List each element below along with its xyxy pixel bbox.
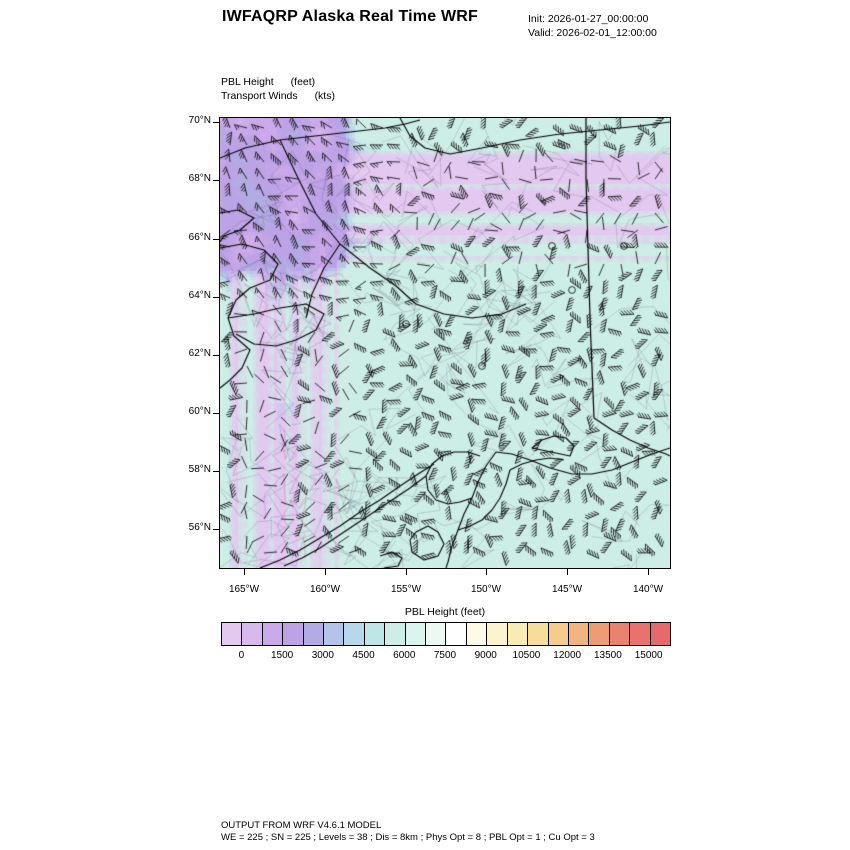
colorbar-tick-label: 12000 xyxy=(553,650,582,661)
colorbar-cell xyxy=(569,623,589,645)
colorbar-cell xyxy=(304,623,324,645)
y-axis-tick-label: 68°N xyxy=(188,173,211,184)
map-plot-area[interactable] xyxy=(219,117,671,569)
field-label-transport-winds xyxy=(221,90,335,102)
colorbar-cell xyxy=(222,623,242,645)
colorbar-cell xyxy=(589,623,609,645)
x-axis-tick-mark xyxy=(486,569,487,575)
pbl-height-heatmap-canvas xyxy=(220,118,670,568)
y-axis-tick-label: 70°N xyxy=(188,115,211,126)
colorbar-tick-label: 10500 xyxy=(512,650,541,661)
y-axis-tick-label: 66°N xyxy=(188,232,211,243)
x-axis-tick-mark xyxy=(244,569,245,575)
colorbar-cell xyxy=(610,623,630,645)
y-axis-tick-label: 64°N xyxy=(188,290,211,301)
colorbar-tick-label: 7500 xyxy=(433,650,457,661)
field-label-pbl-height-unit: (feet) xyxy=(290,76,316,88)
colorbar-title-unit: (feet) xyxy=(460,606,486,618)
colorbar-tick-label: 6000 xyxy=(393,650,416,661)
colorbar-cell xyxy=(549,623,569,645)
y-axis-tick-label: 58°N xyxy=(188,464,211,475)
colorbar-tick-label: 3000 xyxy=(311,650,334,661)
x-axis-tick-mark xyxy=(325,569,326,575)
valid-label: Valid: xyxy=(528,27,554,39)
x-axis-tick-label: 160°W xyxy=(309,584,341,595)
colorbar-cell xyxy=(630,623,650,645)
colorbar-cell xyxy=(446,623,466,645)
colorbar-tick-label: 1500 xyxy=(270,650,294,661)
valid-value: 2026-02-01_12:00:00 xyxy=(556,27,657,39)
colorbar-cell xyxy=(263,623,283,645)
colorbar-tick-label: 4500 xyxy=(352,650,375,661)
y-axis-tick-mark xyxy=(213,239,219,240)
colorbar-cell xyxy=(242,623,262,645)
init-time xyxy=(528,13,648,25)
y-axis-tick-mark xyxy=(213,122,219,123)
field-label-transport-winds-name: Transport Winds xyxy=(221,90,298,102)
colorbar-cell xyxy=(324,623,344,645)
valid-time xyxy=(528,27,657,39)
colorbar-cell xyxy=(365,623,385,645)
colorbar-cell xyxy=(344,623,364,645)
x-axis-tick-mark xyxy=(567,569,568,575)
colorbar-cell xyxy=(283,623,303,645)
colorbar-cell xyxy=(651,623,670,645)
y-axis-tick-label: 56°N xyxy=(188,522,211,533)
y-axis-tick-mark xyxy=(213,297,219,298)
colorbar-tick-label: 15000 xyxy=(634,650,663,661)
colorbar-cell xyxy=(406,623,426,645)
y-axis-tick-mark xyxy=(213,355,219,356)
colorbar-title xyxy=(219,606,671,618)
x-axis-tick-label: 150°W xyxy=(470,584,502,595)
field-label-transport-winds-unit: (kts) xyxy=(314,90,335,102)
footer-model-line: OUTPUT FROM WRF V4.6.1 MODEL xyxy=(221,820,382,831)
x-axis-tick-label: 140°W xyxy=(632,584,664,595)
x-axis-tick-mark xyxy=(648,569,649,575)
colorbar-cell xyxy=(487,623,507,645)
colorbar-cell xyxy=(528,623,548,645)
y-axis-tick-mark xyxy=(213,413,219,414)
colorbar-tick-label: 9000 xyxy=(474,650,497,661)
colorbar-title-name: PBL Height xyxy=(404,606,458,618)
colorbar[interactable] xyxy=(221,622,671,646)
y-axis-tick-label: 62°N xyxy=(188,348,211,359)
y-axis-tick-label: 60°N xyxy=(188,406,211,417)
y-axis-tick-mark xyxy=(213,529,219,530)
colorbar-tick-label: 13500 xyxy=(594,650,622,661)
y-axis-tick-mark xyxy=(213,180,219,181)
x-axis-tick-label: 145°W xyxy=(551,584,583,595)
x-axis-tick-label: 165°W xyxy=(228,584,260,595)
page-title: IWFAQRP Alaska Real Time WRF xyxy=(221,8,479,25)
x-axis-tick-mark xyxy=(406,569,407,575)
colorbar-cell xyxy=(426,623,446,645)
footer-config-line: WE = 225 ; SN = 225 ; Levels = 38 ; Dis = 8km ; Phys Opt = 8 ; PBL Opt = 1 ; Cu Opt = 3 xyxy=(221,832,595,843)
colorbar-cell xyxy=(385,623,405,645)
init-value: 2026-01-27_00:00:00 xyxy=(547,13,649,25)
field-label-pbl-height-name: PBL Height xyxy=(221,76,274,88)
x-axis-tick-label: 155°W xyxy=(390,584,422,595)
colorbar-cell xyxy=(467,623,487,645)
y-axis-tick-mark xyxy=(213,471,219,472)
init-label: Init: xyxy=(528,13,545,25)
colorbar-tick-label: 0 xyxy=(238,650,245,661)
field-label-pbl-height xyxy=(221,76,315,88)
colorbar-cell xyxy=(508,623,528,645)
